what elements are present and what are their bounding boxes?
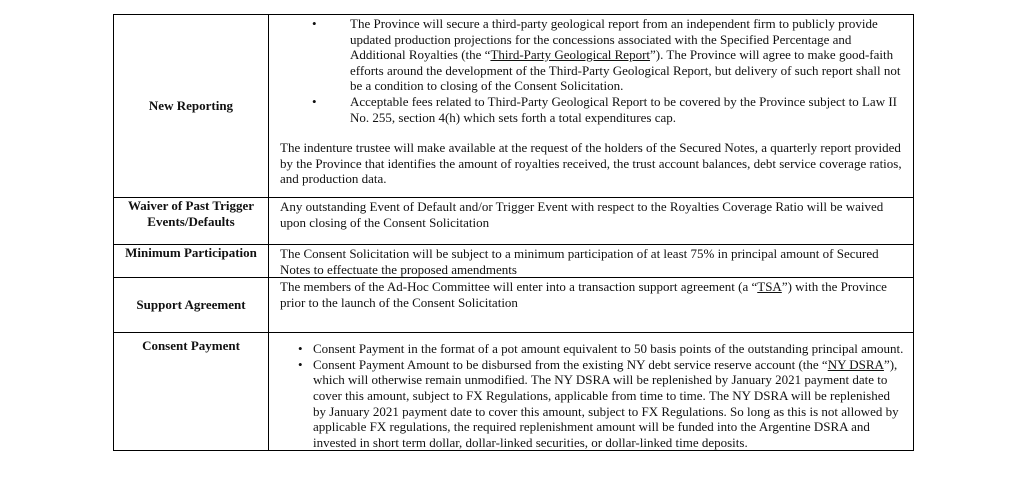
row-content-new-reporting — [269, 15, 914, 198]
row-label-waiver: Waiver of Past Trigger Events/Defaults — [114, 198, 269, 245]
row-label-new-reporting: New Reporting — [114, 15, 269, 198]
bullet-list — [280, 341, 905, 450]
list-item-text: Acceptable fees related to Third-Party Geological Report to be covered by the Province subject to Law II No. 255, section 4(h) which sets forth a total expenditures cap. — [350, 93, 898, 125]
list-item — [280, 357, 905, 451]
row-label-minimum-participation: Minimum Participation — [114, 245, 269, 278]
list-item — [280, 16, 905, 94]
list-item-text: ”), which will otherwise remain unmodified. The NY DSRA will be replenished by January 2021 payment date to cover this amount, subject to FX Regulations, applicable from time to time. The NY DSRA will be replenished by January 2021 payment date to cover this amount, subject to FX Regulations. So long as this is not allowed by applicable FX regulations, the required replenishment amount will be funded into the Argentine DSRA and invested in short term dollar, dollar-linked securities, or dollar-linked time deposits. — [313, 356, 899, 450]
row-content-waiver: Any outstanding Event of Default and/or Trigger Event with respect to the Royalties Coverage Ratio will be waived upon closing of the Consent Solicitation — [269, 198, 914, 245]
row-content-minimum-participation: The Consent Solicitation will be subject to a minimum participation of at least 75% in principal amount of Secured Notes to effectuate the proposed amendments — [269, 245, 914, 278]
table-row — [114, 278, 914, 333]
support-text: The members of the Ad-Hoc Committee will enter into a transaction support agreement (a “ — [280, 279, 758, 295]
bullet-icon: • — [312, 93, 317, 109]
bullet-icon: • — [312, 16, 317, 31]
defined-term: NY DSRA — [827, 356, 884, 372]
list-item — [280, 94, 905, 125]
defined-term: TSA — [757, 279, 782, 295]
bullet-list — [280, 16, 905, 125]
defined-term: Third-Party Geological Report — [490, 47, 651, 63]
row-label-consent-payment: Consent Payment — [114, 333, 269, 451]
list-item-text: Consent Payment in the format of a pot amount equivalent to 50 basis points of the outstanding principal amount. — [313, 341, 904, 357]
table-row — [114, 245, 914, 278]
support-text: ”) with the Province prior to the launch of the Consent Solicitation — [280, 279, 887, 310]
reporting-paragraph: The indenture trustee will make available at the request of the holders of the Secured Notes, a quarterly report provided by the Province that identifies the amount of royalties received, the trust account balances, debt service coverage ratios, and production data. — [280, 140, 902, 187]
list-item — [280, 341, 905, 357]
table-row — [114, 15, 914, 198]
bullet-icon: • — [298, 356, 303, 372]
bullet-icon: • — [298, 341, 303, 357]
list-item-text: Consent Payment Amount to be disbursed from the existing NY debt service reserve account (the “ — [313, 356, 828, 372]
table-row — [114, 333, 914, 451]
term-sheet-document — [113, 14, 913, 494]
table-row — [114, 198, 914, 245]
row-content-support-agreement — [269, 278, 914, 333]
list-item-text: The Province will secure a third-party geological report from an independent firm to publicly provide updated production projections for the concessions associated with the Specified Percentage and Additional Royalties (the “ — [350, 16, 878, 63]
row-label-support-agreement: Support Agreement — [114, 278, 269, 333]
row-content-consent-payment — [269, 333, 914, 451]
list-item-text: ”). The Province will agree to make good-faith efforts around the development of the Third-Party Geological Report, but delivery of such report shall not be a condition to closing of the Consent Solicitation. — [350, 47, 901, 94]
term-sheet-table — [113, 14, 914, 451]
